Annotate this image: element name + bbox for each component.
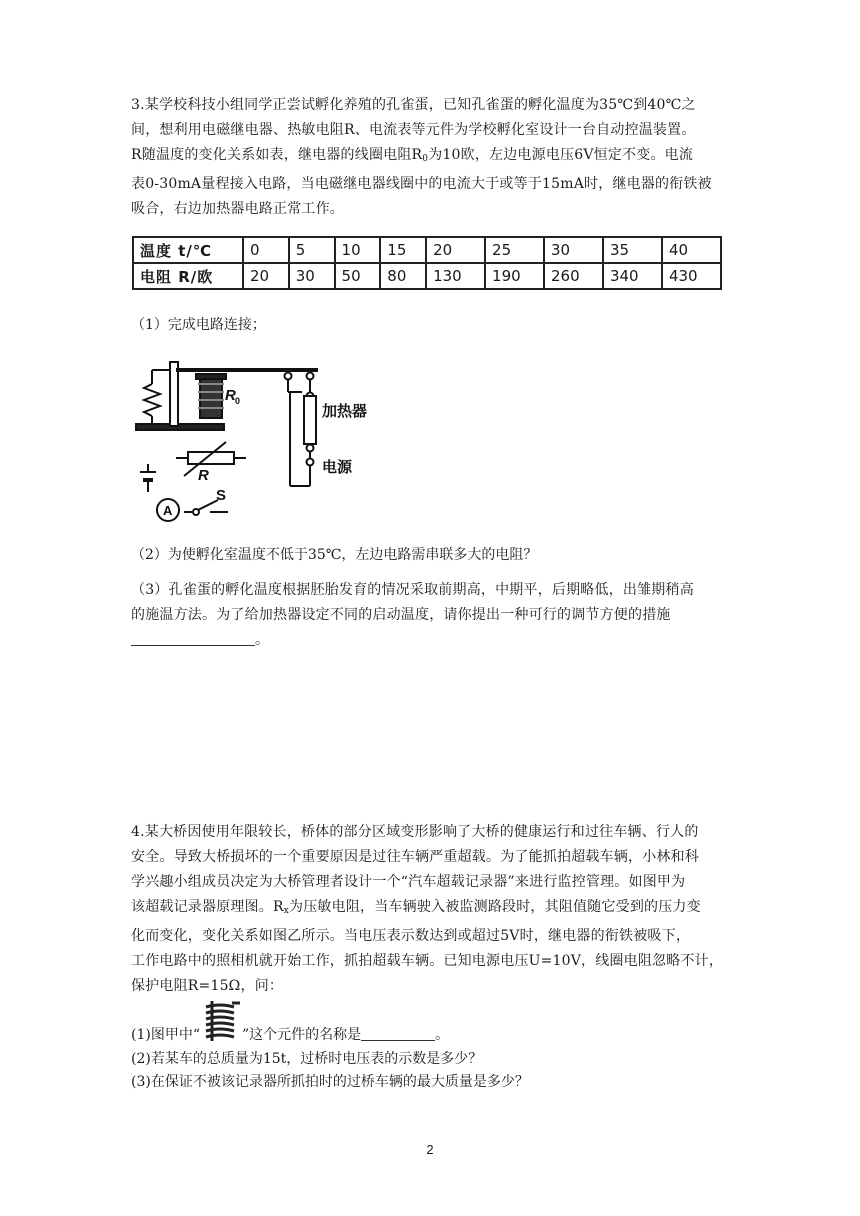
table-cell: 30 [289,263,335,289]
table-cell: 340 [603,263,662,289]
table-cell: 260 [544,263,603,289]
q3-sub-3-line-1: （3）孔雀蛋的孵化温度根据胚胎发育的情况采取前期高，中期平，后期略低，出雏期稍高 [131,582,694,598]
relay-base [136,424,224,430]
power-source-label: 电源 [322,458,353,476]
q4-sub-1-a: (1)图甲中“ [131,1027,200,1043]
table-cell: 0 [243,237,289,263]
q4-line-4-a: 该超载记录器原理图。R [131,899,284,915]
table-row-resistance [133,263,721,289]
heater-label: 加热器 [322,402,368,420]
coil-icon [196,374,226,418]
q4-stem [131,820,736,999]
res-header: 电阻 R/欧 [133,263,243,289]
table-cell: 40 [662,237,721,263]
heater-icon [304,396,316,444]
q4-sub-1-end: 。 [435,1027,450,1043]
q3-sub-3-line-3 [131,628,736,653]
spring-icon [144,384,160,416]
q4-line-5: 化而变化，变化关系如图乙所示。当电压表示数达到或超过5V时，继电器的衔铁被吸下， [131,928,691,944]
terminal-icon [307,459,314,466]
table-cell: 430 [662,263,721,289]
temperature-resistance-table [132,236,722,290]
q3-sub-1: （1）完成电路连接； [131,317,266,333]
q3-sub-3-line-2: 的施温方法。为了给加热器设定不同的启动温度，请你提出一种可行的调节方便的措施 [131,607,671,623]
answer-blank[interactable] [131,631,255,646]
r0-label: R [225,387,236,404]
table-cell: 10 [335,237,381,263]
q3-stem [131,93,736,222]
q3-line-1: 3.某学校科技小组同学正尝试孵化养殖的孔雀蛋，已知孔雀蛋的孵化温度为35℃到40℃之 [131,97,696,113]
r0-label-sub: 0 [235,396,241,406]
table-cell: 20 [426,237,485,263]
q3-sub-2: （2）为使孵化室温度不低于35℃，左边电路需串联多大的电阻？ [131,547,538,563]
rx-subscript: x [283,906,290,916]
q4-line-1: 4.某大桥因使用年限较长，桥体的部分区域变形影响了大桥的健康运行和过往车辆、行人的 [131,824,699,840]
q4-line-4 [131,895,736,924]
q3-sub-3 [131,578,736,653]
table-cell: 50 [335,263,381,289]
table-cell: 30 [544,237,603,263]
q4-line-4-b: 为压敏电阻，当车辆驶入被监测路段时，其阻值随它受到的压力变 [289,899,701,915]
table-row-temperature [133,237,721,263]
page-number: 2 [426,1142,434,1157]
q3-line-5: 吸合，右边加热器电路正常工作。 [131,201,344,217]
q4-line-3: 学兴趣小组成员决定为大桥管理者设计一个“汽车超载记录器”来进行监控管理。如图甲为 [131,874,686,890]
q4-sub-3: (3)在保证不被该记录器所抓拍时的过桥车辆的最大质量是多少？ [131,1074,529,1090]
q4-line-2: 安全。导致大桥损坏的一个重要原因是过往车辆严重超载。为了能抓拍超载车辆，小林和科 [131,849,699,865]
contact-icon [307,373,314,380]
q3-line-3 [131,143,736,172]
table-cell: 5 [289,237,335,263]
table-cell: 35 [603,237,662,263]
contact-icon [285,373,292,380]
thermistor-label: R [198,467,209,484]
table-cell: 15 [380,237,426,263]
table-cell: 20 [243,263,289,289]
q4-line-6: 工作电路中的照相机就开始工作，抓拍超载车辆。已知电源电压U=10V，线圈电阻忽略不计， [131,953,724,969]
table-cell: 130 [426,263,485,289]
table-cell: 190 [485,263,544,289]
coil-component-icon [200,997,242,1043]
answer-blank[interactable] [361,1026,435,1041]
q3-line-4: 表0-30mA量程接入电路，当电磁继电器线圈中的电流大于或等于15mA时，继电器的衔铁被 [131,176,712,192]
q3-line-2: 间，想利用电磁继电器、热敏电阻R、电流表等元件为学校孵化室设计一台自动控温装置。 [131,122,696,138]
q4-sub-2: (2)若某车的总质量为15t，过桥时电压表的示数是多少？ [131,1051,483,1067]
q3-line-3-a: R随温度的变化关系如表，继电器的线圈电阻R [131,147,423,163]
q3-sub-3-end: 。 [255,632,270,648]
table-cell: 25 [485,237,544,263]
switch-label: S [216,487,227,504]
q4-line-7: 保护电阻R=15Ω，问： [131,978,284,994]
temp-header: 温度 t/℃ [133,237,243,263]
ammeter-label: A [163,503,173,518]
table-cell: 80 [380,263,426,289]
q4-sub-1 [131,1024,449,1046]
r0-subscript: 0 [422,154,429,164]
relay-circuit-figure [130,352,380,530]
q3-line-3-b: 为10欧，左边电源电压6V恒定不变。电流 [428,147,694,163]
q4-sub-1-b: ”这个元件的名称是 [242,1027,362,1043]
